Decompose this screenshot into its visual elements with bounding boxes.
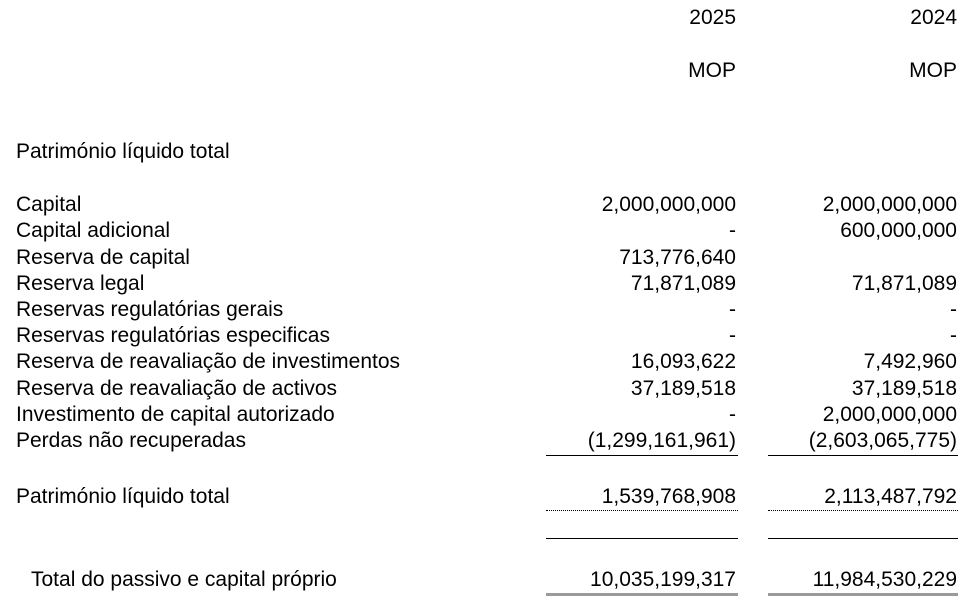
- row-label: Capital adicional: [16, 219, 171, 242]
- subtotal-value-prior: 2,113,487,792: [824, 485, 957, 508]
- row-label: Perdas não recuperadas: [16, 429, 246, 452]
- row-value-prior: 7,492,960: [863, 350, 957, 373]
- row-value-current: 2,000,000,000: [601, 193, 736, 216]
- currency-current-header: MOP: [688, 59, 736, 82]
- year-current-header: 2025: [689, 6, 736, 29]
- row-label: Capital: [16, 193, 82, 216]
- row-label: Reserva de reavaliação de activos: [16, 377, 338, 400]
- row-value-current: -: [729, 403, 736, 426]
- row-value-prior: (2,603,065,775): [808, 429, 957, 452]
- total-top-rule-current: [546, 538, 738, 539]
- total-label: Total do passivo e capital próprio: [31, 568, 337, 591]
- row-value-current: 713,776,640: [619, 246, 736, 269]
- subtotal-value-current: 1,539,768,908: [601, 485, 736, 508]
- total-double-rule-current: [546, 593, 738, 596]
- row-label: Investimento de capital autorizado: [16, 403, 335, 426]
- row-value-prior: -: [950, 298, 957, 321]
- row-label: Reservas regulatórias especificas: [16, 324, 330, 347]
- subtotal-rule-prior: [768, 455, 958, 456]
- total-value-current: 10,035,199,317: [590, 568, 736, 591]
- row-value-prior: 37,189,518: [851, 377, 957, 400]
- row-value-current: 16,093,622: [630, 350, 736, 373]
- row-label: Reservas regulatórias gerais: [16, 298, 284, 321]
- row-value-prior: 600,000,000: [840, 219, 957, 242]
- row-label: Reserva legal: [16, 272, 145, 295]
- row-value-current: -: [729, 324, 736, 347]
- row-value-current: 71,871,089: [630, 272, 736, 295]
- section-title: Património líquido total: [16, 140, 230, 163]
- row-value-current: -: [729, 298, 736, 321]
- row-value-prior: -: [950, 324, 957, 347]
- total-value-prior: 11,984,530,229: [812, 568, 957, 591]
- row-value-current: (1,299,161,961): [587, 429, 736, 452]
- row-value-prior: 71,871,089: [851, 272, 957, 295]
- total-double-rule-prior: [768, 593, 958, 596]
- year-prior-header: 2024: [910, 6, 957, 29]
- row-label: Reserva de reavaliação de investimentos: [16, 350, 401, 373]
- currency-prior-header: MOP: [909, 59, 957, 82]
- row-value-prior: 2,000,000,000: [822, 403, 957, 426]
- subtotal-dotted-rule-prior: [768, 510, 958, 511]
- row-value-current: -: [729, 219, 736, 242]
- subtotal-dotted-rule-current: [546, 510, 738, 511]
- subtotal-rule-current: [546, 455, 738, 456]
- row-value-prior: 2,000,000,000: [822, 193, 957, 216]
- row-label: Reserva de capital: [16, 246, 190, 269]
- subtotal-label: Património líquido total: [16, 485, 230, 508]
- row-value-current: 37,189,518: [630, 377, 736, 400]
- total-top-rule-prior: [768, 538, 958, 539]
